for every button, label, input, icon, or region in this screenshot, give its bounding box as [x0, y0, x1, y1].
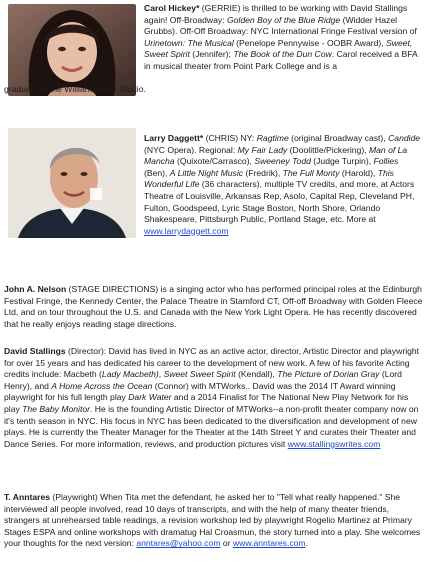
bio-title: Candide [388, 133, 421, 143]
bio-name: David Stallings [4, 346, 66, 356]
bio-role: (Playwright) [50, 492, 98, 502]
bio-title: Dark Water [128, 392, 172, 403]
bio-title: A Home Across the Ocean [51, 380, 153, 391]
bio-title: Urinetown: The Musical [144, 37, 234, 48]
bio-name: Carol Hickey* [144, 3, 200, 13]
bio-title: Lady Macbeth) [101, 369, 159, 380]
larry-daggett-photo [8, 128, 136, 238]
bio-text: (Widder Hazel Grubbs). Off-Off Broadway: NYC International Fringe Festival version of [144, 14, 417, 37]
bio-text: (NYC Opera). Regional: [144, 144, 238, 155]
bio-text: (Harold), [339, 167, 378, 178]
bio-title: My Fair Lady [237, 144, 288, 155]
bio-title: Follies [373, 156, 399, 167]
bio-title: Golden Boy of the Blue Ridge [226, 14, 341, 25]
bio-title: Ragtime [256, 133, 289, 143]
bio-title: The Baby Monitor [22, 403, 90, 414]
bio-text: NY: [238, 133, 257, 143]
bio-text: (Quixote/Carrasco), [174, 156, 255, 167]
bio-title: The Book of the Dun Cow [233, 49, 332, 60]
bio-text: (Connor) with MTWorks.. David was the 2014 IT Award winning playwright for his full length play [4, 380, 396, 403]
bio-name: Larry Daggett* [144, 133, 204, 143]
bio-text: (Ben), [144, 167, 170, 178]
bio-title: Sweet Sweet Spirit [163, 369, 236, 380]
bio-t-anntares [4, 492, 423, 550]
bio-title: Sweet, Sweet Spirit [144, 37, 413, 60]
bio-link[interactable]: anntares@yahoo.com [136, 538, 221, 549]
bio-text: . [305, 538, 308, 549]
bio-role: (STAGE DIRECTIONS) [66, 284, 159, 294]
bio-link[interactable]: www.larrydaggett.com [144, 225, 229, 236]
carol-hickey-photo [8, 4, 136, 96]
bio-text: (original Broadway cast), [288, 133, 389, 143]
bio-title: The Picture of Dorian Gray [277, 369, 380, 380]
bio-title: Man of La Mancha [144, 144, 408, 167]
bio-name: T. Anntares [4, 492, 51, 502]
bio-title: This Wonderful Life [144, 167, 394, 190]
headshot-man-icon [8, 128, 136, 238]
bio-text: (Lord Henry), and [4, 369, 402, 391]
headshot-woman-icon [8, 4, 136, 96]
bio-text: When Tita met the defendant, he asked her to "Tell what really happened." She interviewed all people involved, read 10 days of transcripts, and with the help of many theater friends, strangers at unrehearsed table readings, a revision workshop led by playwright Rogelio Martinez at Primary Stages ESPA and online workshops with dramatug Hal Croasmun, the story turned into a play. She welcomes your thoughts for the next version: [4, 492, 421, 549]
bio-larry-daggett [144, 133, 421, 237]
bio-text: (Penelope Pennywise - OOBR Award), [233, 37, 387, 48]
bio-link[interactable]: www.anntares.com [232, 538, 306, 549]
bio-text: is a singing actor who has performed principal roles at the Edinburgh Festival Fringe, the Kennedy Center, the Palace Theatre in Stamford CT, Off-off Broadway with Golden Fleece Ltd, and on tour throughout the U.S. and Canada with the New York Light Opera. He has recently discovered that he really enjoys reading stage directions. [4, 284, 423, 329]
bio-text: . Carol received a BFA in musical theater from Point Park College and is a [144, 49, 418, 71]
bio-text: (36 characters), multiple TV credits, and more, at Actors Theatre of Louisville, Arkansas Rep, Asolo, Capital Rep, Cleveland PH, Fulton, Goodspeed, Lyric Stage Boston, North Shore, Orlando Shakespeare, Pittsburgh Public, Portland Stage, etc. More at [144, 179, 415, 225]
bio-title: The Full Monty [282, 167, 340, 178]
bio-text: or [220, 538, 233, 549]
bio-text: graduate of the William Esper Studio. [4, 84, 146, 94]
bio-carol-hickey [144, 3, 419, 73]
bio-text: . He is the founding Artistic Director of MTWorks--a non-profit theater company now on it's tenth season in NYC. His focus in NYC has been dedicated to the diversification and development of new plays. He is currently the Theater Manager for the Theater at the 14th Street Y and curates their Theater and Dance Series. For more information, reviews, and production pictures visit [4, 403, 419, 449]
bio-text: (Judge Turpin), [310, 156, 374, 167]
bio-carol-hickey-cont [4, 84, 423, 96]
bio-title: A Little Night Music [169, 167, 244, 178]
bio-text: (Doolittle/Pickering), [287, 144, 369, 155]
bio-text: , [158, 369, 164, 380]
bio-role: (CHRIS) [203, 133, 239, 143]
bio-title: Sweeney Todd [254, 156, 311, 167]
bio-role: (Director): [65, 346, 107, 356]
bio-john-nelson [4, 284, 423, 330]
bio-david-stallings [4, 346, 423, 450]
bio-text: (Fredrik), [243, 167, 283, 178]
bio-text: (Jennifer); [189, 49, 234, 60]
bio-text: is thrilled to be working with David Stallings again! Off-Broadway: [144, 3, 408, 25]
bio-text: and a 2014 Finalist for The National New Play Network for his play [4, 392, 409, 414]
bio-role: (GERRIE) [199, 3, 241, 13]
bio-text: David has lived in NYC as an active actor, director, Artistic Director and playwright for over 15 years and has dedicated his career to the development of new work. A few of his favorite Acting credits include: Macbeth ( [4, 346, 420, 380]
bio-text: (Kendall), [235, 369, 278, 380]
bio-link[interactable]: www.stallingswrites.com [287, 438, 381, 449]
bio-name: John A. Nelson [4, 284, 67, 294]
